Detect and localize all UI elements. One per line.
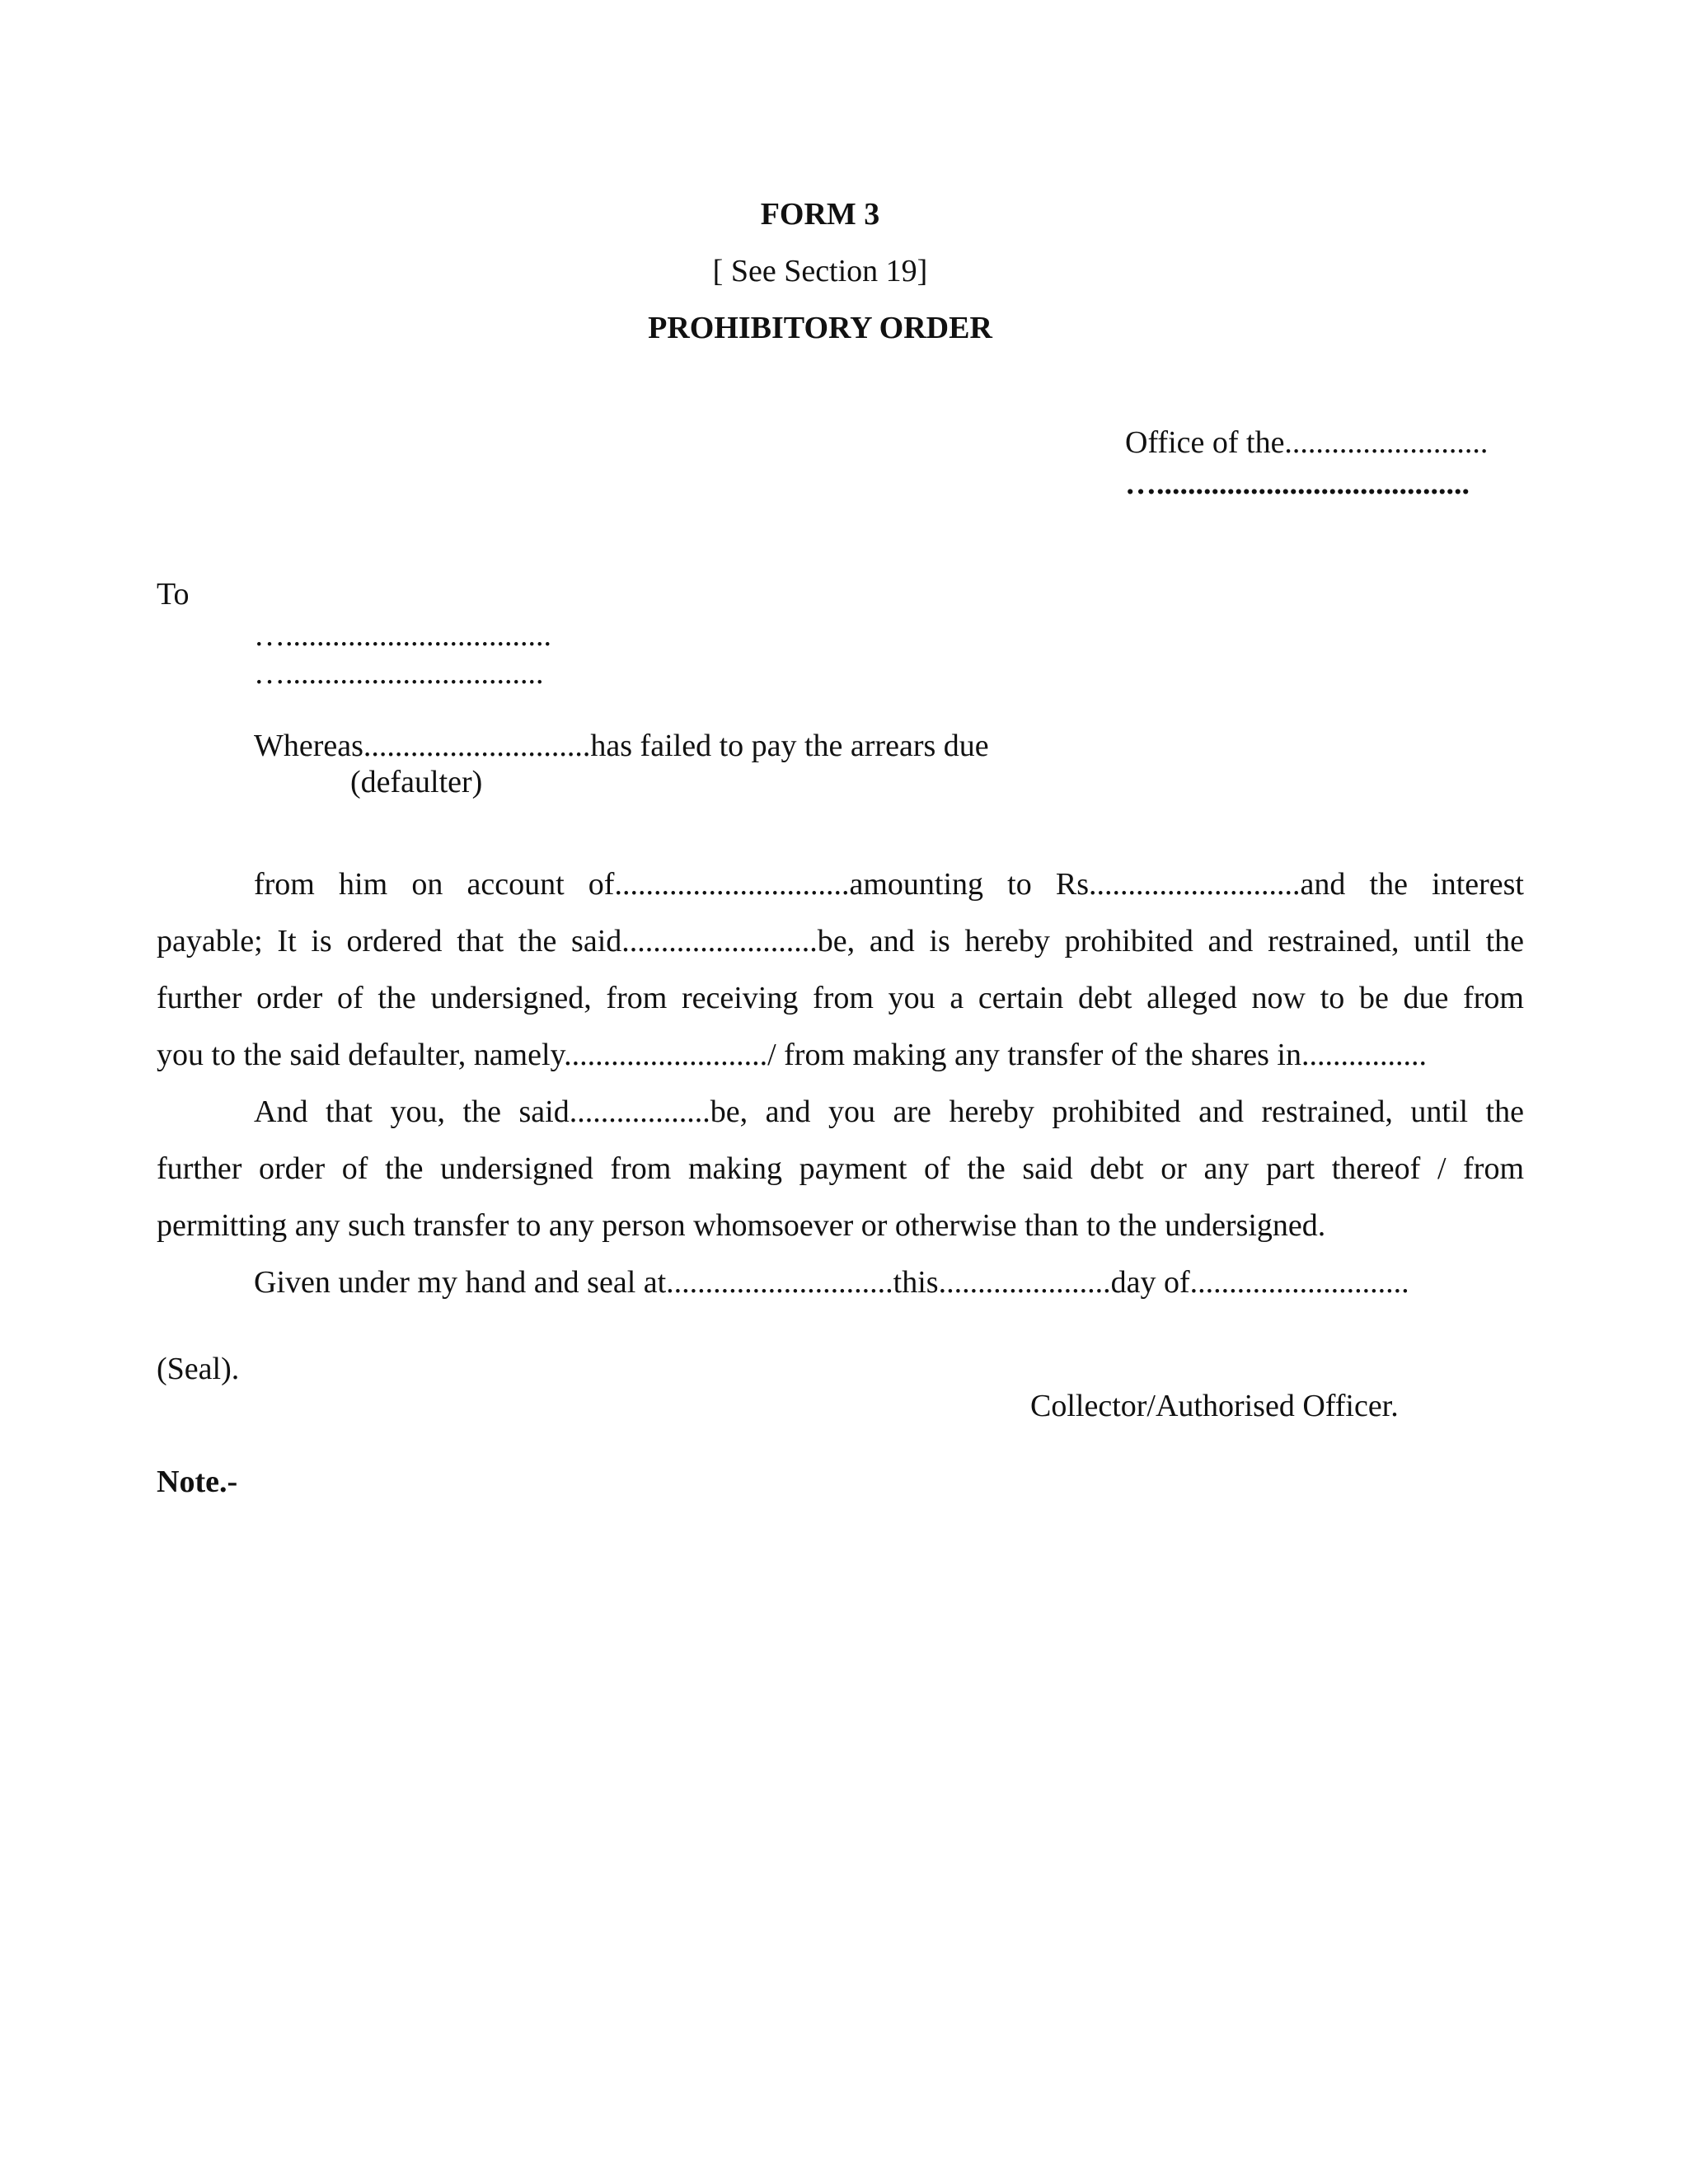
- body-line: further order of the undersigned, from receiving from you a certain debt alleged now to be due from: [157, 981, 1524, 1015]
- body-line: Given under my hand and seal at.............................this......................day of............................: [254, 1265, 1409, 1300]
- body-line: payable; It is ordered that the said.........................be, and is hereby prohibited and restrained, until the: [157, 924, 1524, 958]
- to-label: To: [157, 577, 190, 612]
- body-line: from him on account of..............................amounting to Rs...........................and the interest: [254, 867, 1524, 902]
- body-line: permitting any such transfer to any person whomsoever or otherwise than to the undersigned.: [157, 1208, 1326, 1243]
- form-title: FORM 3: [760, 197, 880, 232]
- section-reference: [ See Section 19]: [712, 254, 928, 288]
- body-line: And that you, the said..................be, and you are hereby prohibited and restrained, until the: [254, 1094, 1524, 1129]
- body-line: further order of the undersigned from making payment of the said debt or any part thereof / from: [157, 1151, 1524, 1186]
- recipient-line-2: ….................................: [254, 656, 544, 691]
- whereas-line: Whereas.............................has failed to pay the arrears due: [254, 729, 989, 763]
- order-title: PROHIBITORY ORDER: [648, 311, 992, 345]
- defaulter-label: (defaulter): [350, 765, 483, 799]
- office-line-2: …........................................: [1125, 466, 1470, 501]
- signatory-title: Collector/Authorised Officer.: [1030, 1389, 1399, 1423]
- body-line: you to the said defaulter, namely........................../ from making any transfer of the shares in................: [157, 1038, 1427, 1072]
- order-body: [157, 856, 1524, 1311]
- seal-label: (Seal).: [157, 1352, 240, 1386]
- note-label: Note.-: [157, 1465, 238, 1499]
- recipient-line-1: …..................................: [254, 618, 551, 653]
- office-line-1: Office of the..........................: [1125, 425, 1489, 460]
